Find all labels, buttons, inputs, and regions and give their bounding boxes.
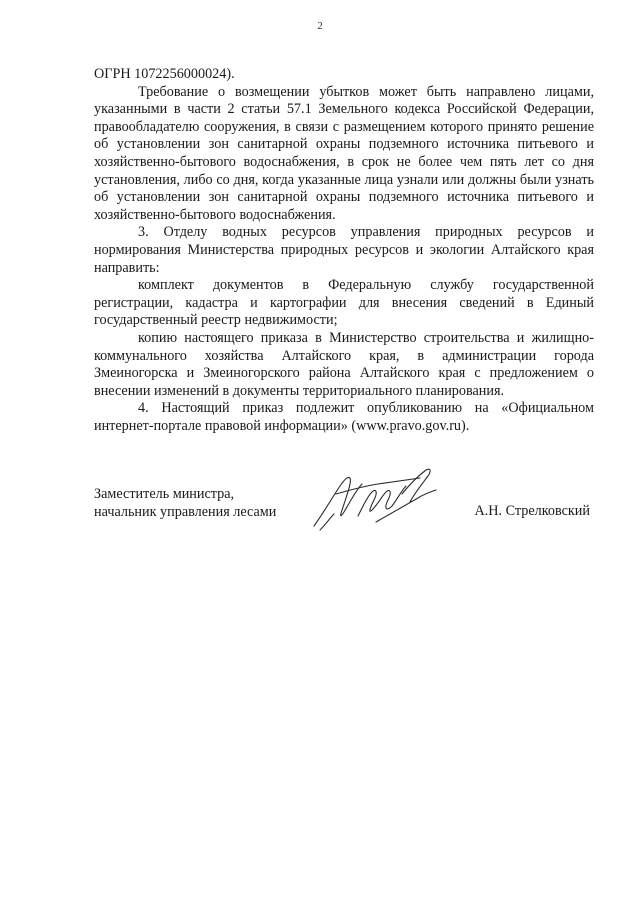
signature-block xyxy=(94,486,594,546)
handwritten-signature xyxy=(306,464,446,534)
document-body xyxy=(94,66,594,435)
paragraph-order-copy: копию настоящего приказа в Министерство строительства и жилищно-коммунального хозяйства Алтайского края, в администрации города Змеиногорска и Змеиногорского района Алтайского края с предложением о внесении изменений в документы территориального планирования. xyxy=(94,329,594,399)
paragraph-item-3: 3. Отделу водных ресурсов управления природных ресурсов и нормирования Министерства природных ресурсов и экологии Алтайского края направить: xyxy=(94,224,594,276)
paragraph-ogrn: ОГРН 1072256000024). xyxy=(94,66,235,82)
signatory-name: А.Н. Стрелковский xyxy=(474,503,590,519)
paragraph-damages-claim: Требование о возмещении убытков может быть направлено лицами, указанными в части 2 статьи 57.1 Земельного кодекса Российской Федерации, правообладателю сооружения, в связи с размещением которого принято решение об установлении зон санитарной охраны подземного источника питьевого и хозяйственно-бытового водоснабжения, в срок не более чем пять лет со дня установления, либо со дня, когда указанные лица узнали или должны были узнать об установлении зон санитарной охраны подземного источника питьевого и хозяйственно-бытового водоснабжения. xyxy=(94,83,594,223)
signatory-position: Заместитель министра, начальник управления лесами xyxy=(94,486,277,520)
paragraph-item-4: 4. Настоящий приказ подлежит опубликованию на «Официальном интернет-портале правовой информации» (www.pravo.gov.ru). xyxy=(94,400,594,434)
paragraph-documents-package: комплект документов в Федеральную службу государственной регистрации, кадастра и картографии для внесения сведений в Единый государственный реестр недвижимости; xyxy=(94,277,594,329)
page-number: 2 xyxy=(317,20,323,32)
